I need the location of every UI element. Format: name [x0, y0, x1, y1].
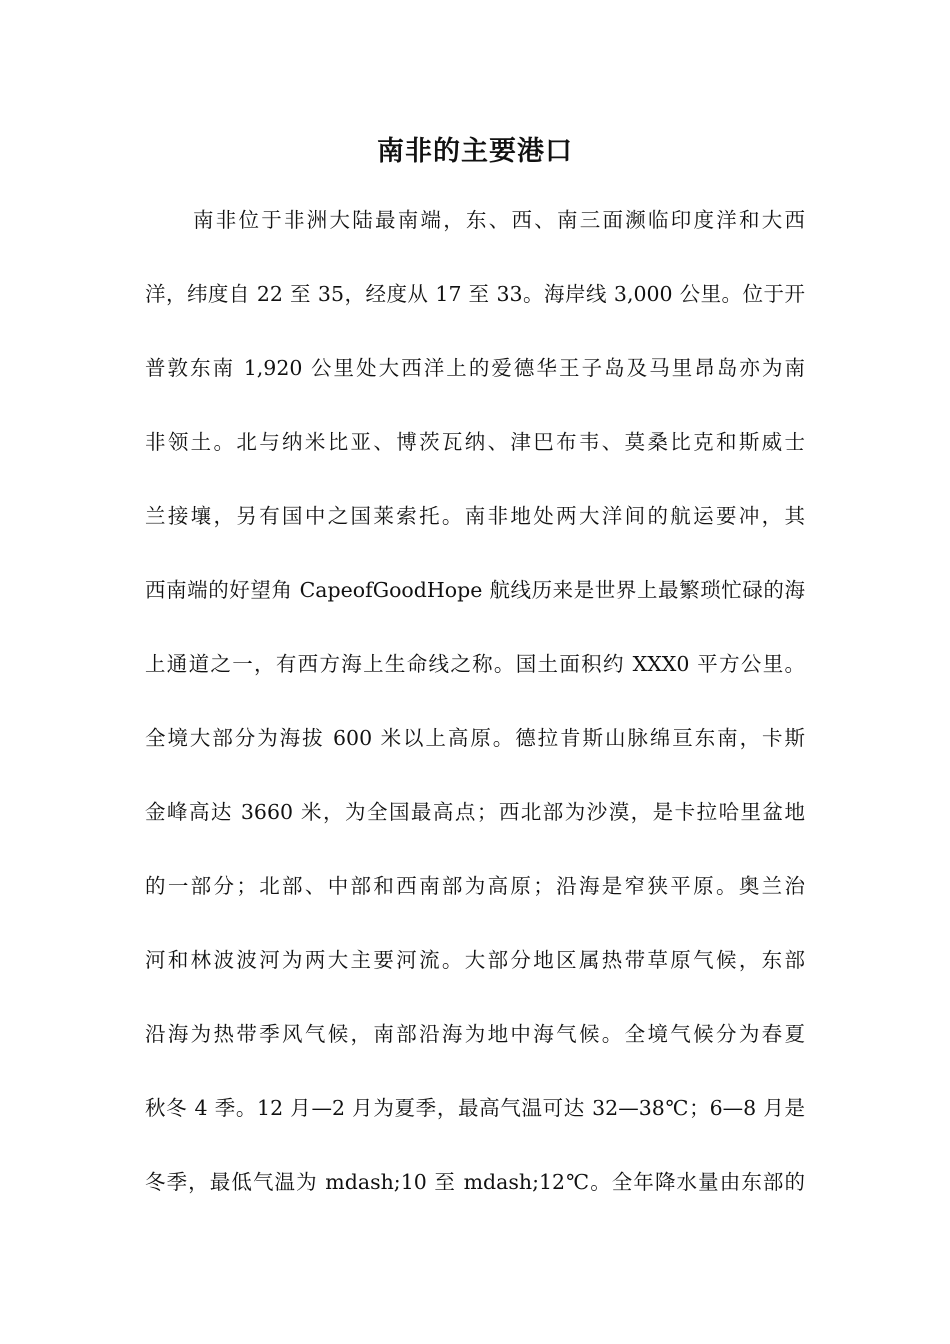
paragraph-line: 河和林波波河为两大主要河流。大部分地区属热带草原气候，东部 [145, 948, 805, 972]
paragraph-line: 南非位于非洲大陆最南端，东、西、南三面濒临印度洋和大西 [193, 208, 805, 232]
paragraph-line: 上通道之一，有西方海上生命线之称。国土面积约 XXX0 平方公里。 [145, 652, 805, 676]
paragraph-line: 秋冬 4 季。12 月—2 月为夏季，最高气温可达 32—38℃；6—8 月是 [145, 1096, 805, 1120]
paragraph-line: 非领土。北与纳米比亚、博茨瓦纳、津巴布韦、莫桑比克和斯威士 [145, 430, 805, 454]
paragraph-line: 兰接壤，另有国中之国莱索托。南非地处两大洋间的航运要冲，其 [145, 504, 805, 528]
paragraph-line: 全境大部分为海拔 600 米以上高原。德拉肯斯山脉绵亘东南，卡斯 [145, 726, 805, 750]
document-title: 南非的主要港口 [377, 136, 573, 167]
paragraph-line: 洋，纬度自 22 至 35，经度从 17 至 33。海岸线 3,000 公里。位于开 [145, 282, 805, 306]
paragraph-line: 冬季，最低气温为 mdash;10 至 mdash;12℃。全年降水量由东部的 [145, 1170, 805, 1194]
paragraph-line: 普敦东南 1,920 公里处大西洋上的爱德华王子岛及马里昂岛亦为南 [145, 356, 805, 380]
paragraph-line: 金峰高达 3660 米，为全国最高点；西北部为沙漠，是卡拉哈里盆地 [145, 800, 805, 824]
paragraph-line: 的一部分；北部、中部和西南部为高原；沿海是窄狭平原。奥兰治 [145, 874, 805, 898]
body-paragraph [145, 200, 805, 1236]
paragraph-line: 西南端的好望角 CapeofGoodHope 航线历来是世界上最繁琐忙碌的海 [145, 578, 805, 602]
paragraph-line: 沿海为热带季风气候，南部沿海为地中海气候。全境气候分为春夏 [145, 1022, 805, 1046]
